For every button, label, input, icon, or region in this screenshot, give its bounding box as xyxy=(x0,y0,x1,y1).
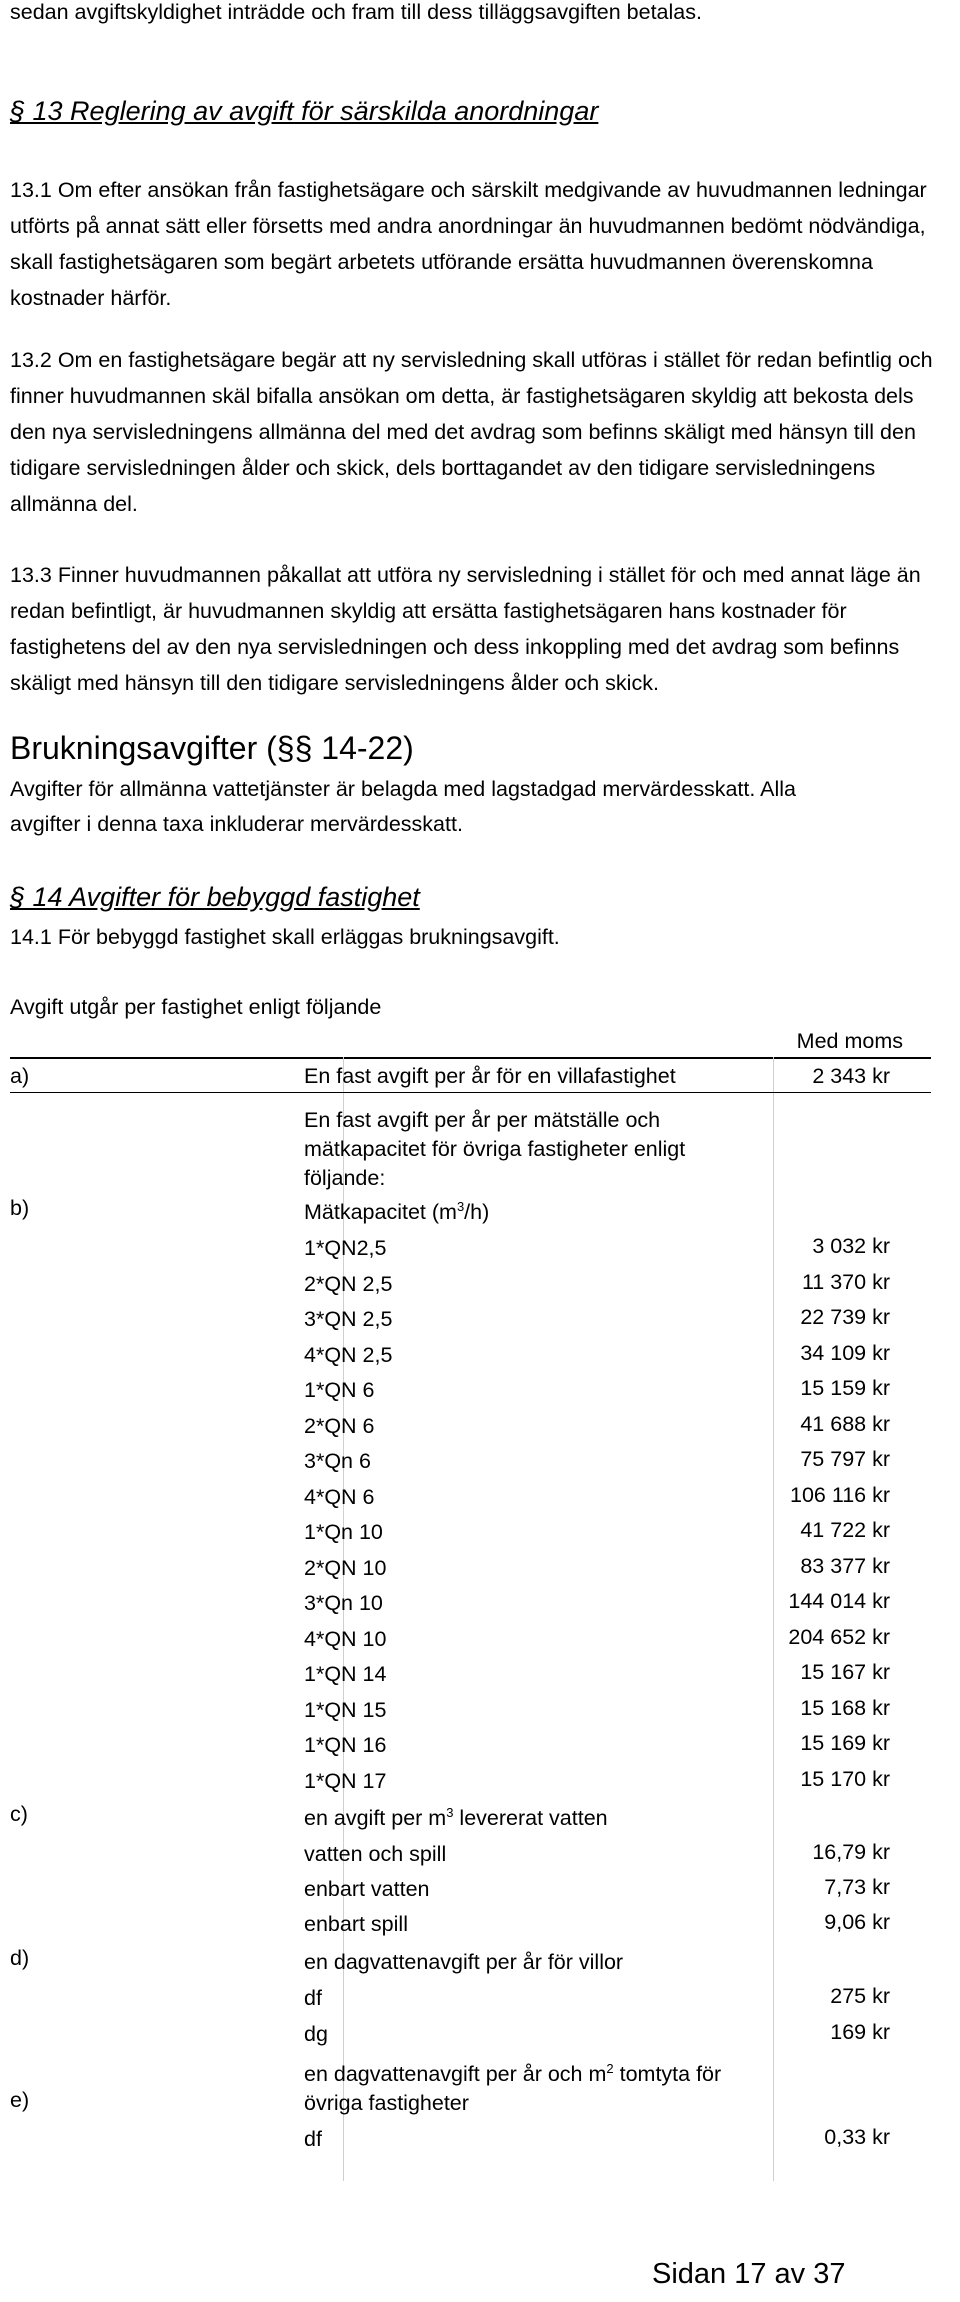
column-divider-2 xyxy=(773,1057,774,2181)
stormwater-rate-value: 275 kr xyxy=(830,1984,890,2008)
row-b-desc-3: följande: xyxy=(304,1166,386,1190)
row-c-label: c) xyxy=(10,1802,28,1826)
capacity-rate-value: 15 170 kr xyxy=(800,1766,890,1791)
row-e-desc-pre: en dagvattenavgift per år och m xyxy=(304,2062,607,2086)
row-e-label: e) xyxy=(10,2088,30,2112)
capacity-rate-value: 83 377 kr xyxy=(800,1553,890,1578)
section-14-heading: § 14 Avgifter för bebyggd fastighet xyxy=(10,882,420,912)
row-c-desc-sup: 3 xyxy=(446,1804,454,1820)
capacity-rate-name: 1*QN 15 xyxy=(304,1697,387,1722)
row-e-desc-sup: 2 xyxy=(606,2060,614,2076)
capacity-rate-value: 41 688 kr xyxy=(800,1411,890,1436)
row-b-desc-2: mätkapacitet för övriga fastigheter enligt xyxy=(304,1137,686,1161)
row-d-label: d) xyxy=(10,1946,30,1970)
capacity-rate-name: 1*QN 6 xyxy=(304,1378,375,1402)
capacity-rate-value: 34 109 kr xyxy=(800,1340,890,1365)
capacity-rate-name: 4*QN 6 xyxy=(304,1484,375,1509)
stormwater-area-rate-value: 0,33 kr xyxy=(824,2125,890,2149)
brukning-heading: Brukningsavgifter (§§ 14-22) xyxy=(10,730,414,766)
capacity-rate-value: 15 169 kr xyxy=(800,1731,890,1755)
paragraph-13-3: 13.3 Finner huvudmannen påkallat att utföra ny servisledning i stället för och med annat läge än redan befintligt, är huvudmannen skyldig att ersätta fastighetsägaren hans kostnader för fastighetens del av den nya servisledningen och dess inkoppling med det avdrag som befinns skäligt med hänsyn till den tidigare servisledningens ålder och skick. xyxy=(10,563,921,695)
row-a-value: 2 343 kr xyxy=(812,1064,890,1088)
stormwater-rate-name: df xyxy=(304,1986,322,2010)
capacity-rate-value: 22 739 kr xyxy=(800,1305,890,1329)
stormwater-area-rate-name: df xyxy=(304,2127,322,2151)
water-rate-value: 9,06 kr xyxy=(824,1910,890,1934)
brukning-text-2: avgifter i denna taxa inkluderar mervärdesskatt. xyxy=(10,812,463,836)
capacity-rate-value: 41 722 kr xyxy=(800,1518,890,1542)
capacity-rate-name: 2*QN 6 xyxy=(304,1413,375,1438)
capacity-sup: 3 xyxy=(456,1198,465,1214)
capacity-rate-name: 1*QN 17 xyxy=(304,1768,387,1793)
capacity-rate-value: 144 014 kr xyxy=(788,1589,890,1613)
row-a-label: a) xyxy=(10,1064,30,1088)
row-c-desc-pre: en avgift per m xyxy=(304,1806,447,1830)
water-rate-name: enbart spill xyxy=(304,1912,408,1936)
row-b-capacity-label xyxy=(304,1200,489,1225)
row-e-description-2: övriga fastigheter xyxy=(304,2091,469,2115)
capacity-rate-name: 1*QN 16 xyxy=(304,1733,387,1757)
capacity-rate-name: 1*QN2,5 xyxy=(304,1236,387,1260)
capacity-rate-value: 3 032 kr xyxy=(812,1234,890,1258)
capacity-rate-name: 2*QN 10 xyxy=(304,1555,387,1580)
capacity-rate-name: 1*Qn 10 xyxy=(304,1520,383,1544)
capacity-rate-name: 3*QN 2,5 xyxy=(304,1307,393,1331)
table-top-rule xyxy=(10,1057,931,1059)
water-rate-name: vatten och spill xyxy=(304,1842,447,1866)
capacity-rate-name: 1*QN 14 xyxy=(304,1662,387,1686)
capacity-rate-name: 3*Qn 6 xyxy=(304,1449,371,1473)
row-b-label: b) xyxy=(10,1196,30,1220)
capacity-rate-name: 2*QN 2,5 xyxy=(304,1271,393,1296)
row-b-desc-1: En fast avgift per år per mätställe och xyxy=(304,1108,661,1132)
brukning-text-1: Avgifter för allmänna vattetjänster är belagda med lagstadgad mervärdesskatt. Alla xyxy=(10,777,796,801)
row-c-description xyxy=(304,1806,608,1831)
row-e-description-1 xyxy=(304,2062,721,2087)
paragraph-13-2: 13.2 Om en fastighetsägare begär att ny servisledning skall utföras i stället för redan befintlig och finner huvudmannen skäl bifalla ansökan om detta, är fastighetsägaren skyldig att bekosta dels den nya servisledningens allmänna del med det avdrag som befinns skäligt med hänsyn till den tidigare servisledningen ålder och skick, dels borttagandet av den tidigare servisledningens allmänna del. xyxy=(10,348,933,516)
water-rate-name: enbart vatten xyxy=(304,1877,430,1901)
row-c-desc-post: levererat vatten xyxy=(453,1806,608,1830)
capacity-rate-name: 4*QN 10 xyxy=(304,1626,387,1651)
capacity-label-tail: /h) xyxy=(464,1200,490,1224)
column-divider-1 xyxy=(343,1057,344,2181)
paragraph-13-1: 13.1 Om efter ansökan från fastighetsägare och särskilt medgivande av huvudmannen ledningar utförts på annat sätt eller försetts med andra anordningar än huvudmannen bedömt nödvändiga, skall fastighetsägaren som begärt arbetets utförande ersätta huvudmannen överenskomna kostnader härför. xyxy=(10,178,927,310)
intro-line: sedan avgiftskyldighet inträdde och fram till dess tilläggsavgiften betalas. xyxy=(10,0,702,24)
capacity-rate-value: 204 652 kr xyxy=(788,1624,890,1649)
capacity-rate-name: 4*QN 2,5 xyxy=(304,1342,393,1367)
capacity-rate-value: 106 116 kr xyxy=(789,1482,890,1507)
row-e-desc-post: tomtyta för xyxy=(613,2062,722,2086)
col-header-med-moms: Med moms xyxy=(796,1029,903,1053)
capacity-rate-name: 3*Qn 10 xyxy=(304,1591,383,1615)
capacity-rate-value: 15 159 kr xyxy=(800,1376,890,1400)
row-a-description: En fast avgift per år för en villafastighet xyxy=(304,1064,676,1088)
capacity-rate-value: 75 797 kr xyxy=(800,1447,890,1471)
capacity-rate-value: 11 370 kr xyxy=(801,1269,890,1294)
paragraph-14-1: 14.1 För bebyggd fastighet skall erläggas brukningsavgift. xyxy=(10,925,560,949)
row-a-rule xyxy=(10,1092,931,1093)
table-intro: Avgift utgår per fastighet enligt följande xyxy=(10,995,382,1019)
stormwater-rate-value: 169 kr xyxy=(830,2020,890,2044)
capacity-rate-value: 15 167 kr xyxy=(800,1660,890,1684)
water-rate-value: 7,73 kr xyxy=(824,1875,890,1899)
section-13-heading: § 13 Reglering av avgift för särskilda anordningar xyxy=(10,96,599,126)
stormwater-rate-name: dg xyxy=(304,2022,328,2046)
row-d-description: en dagvattenavgift per år för villor xyxy=(304,1950,624,1974)
capacity-rate-value: 15 168 kr xyxy=(800,1695,890,1720)
capacity-label-text: Mätkapacitet (m xyxy=(304,1200,457,1224)
page-number: Sidan 17 av 37 xyxy=(652,2258,846,2290)
water-rate-value: 16,79 kr xyxy=(812,1840,890,1864)
